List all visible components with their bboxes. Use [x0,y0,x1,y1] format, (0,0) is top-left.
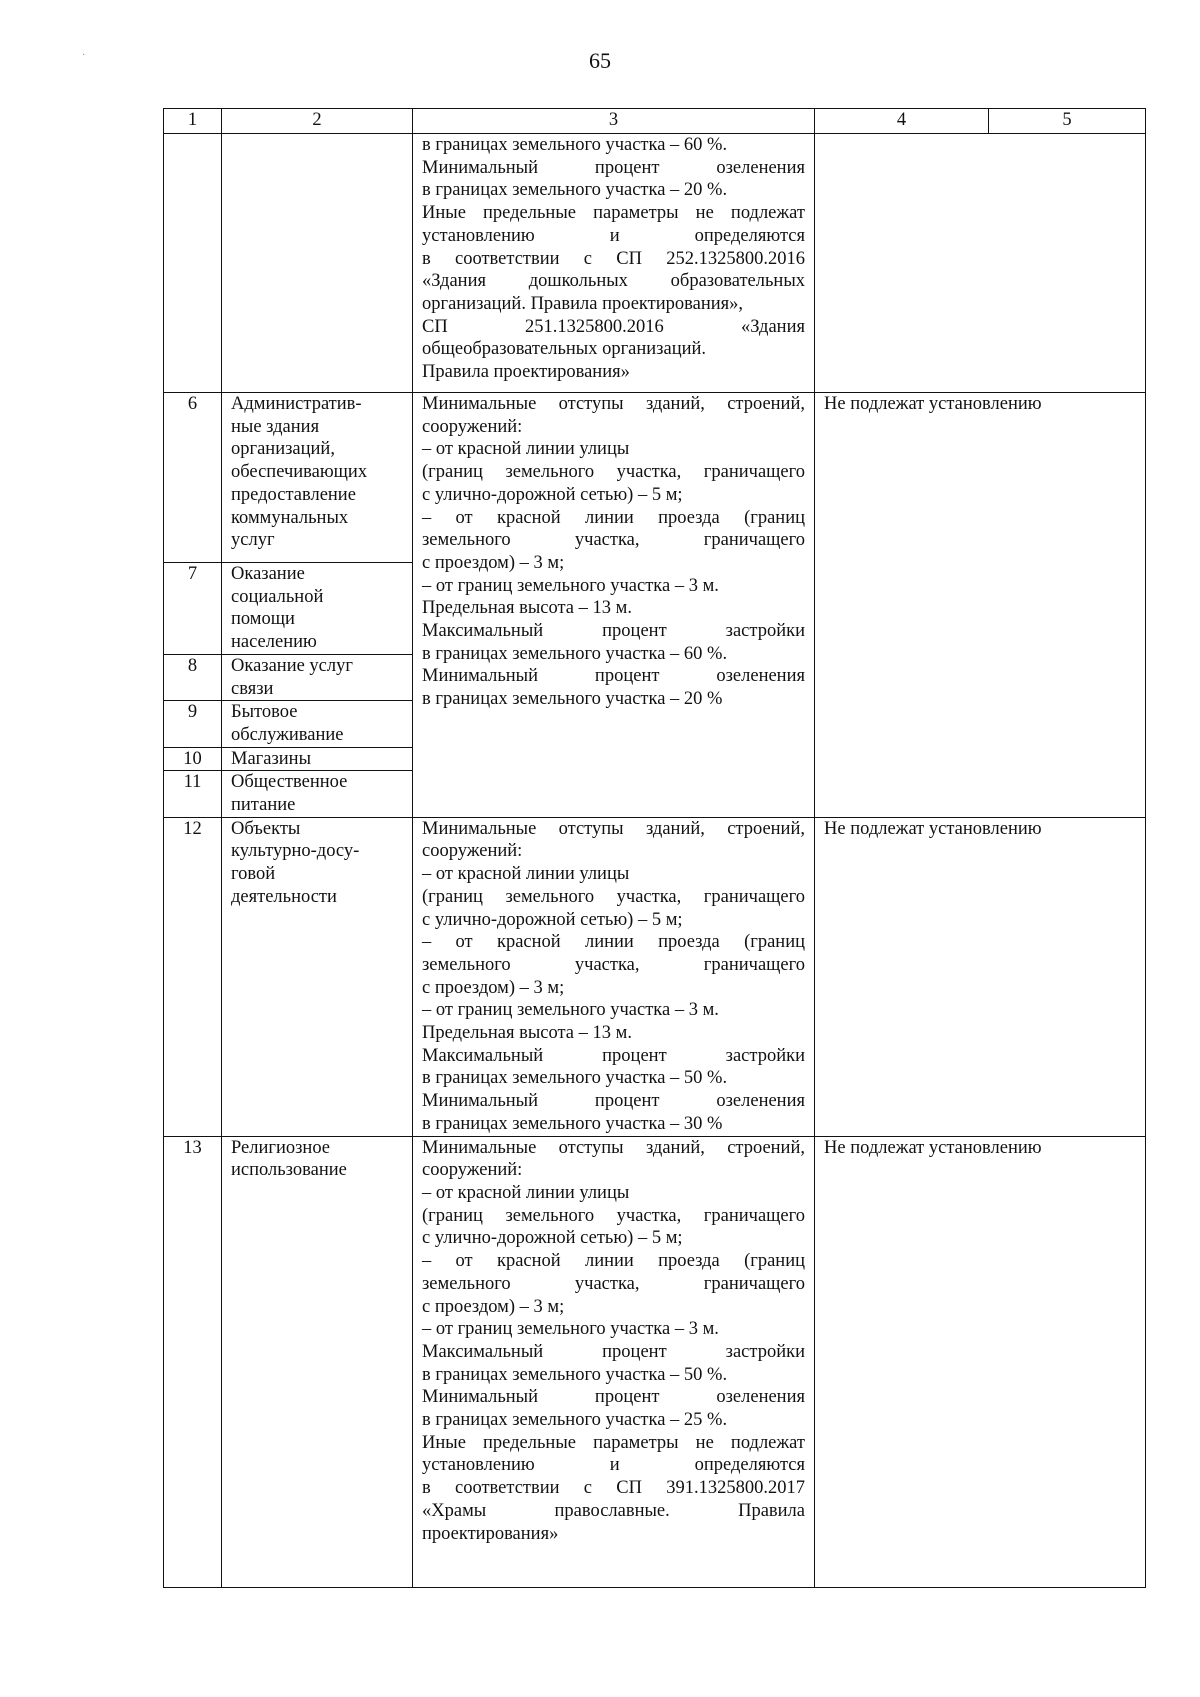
column-number-4: 4 [815,109,989,134]
table-row-6 [164,393,1146,563]
use-name-cell [222,393,413,563]
parameter-line: с проездом) – 3 м; [422,977,565,998]
parameter-line: «Храмы православные. Правила [422,1500,805,1521]
use-name-cell [222,563,413,655]
row-number-cell: 6 [164,393,222,563]
parameters-cell [413,134,815,393]
name-line: помощи [231,609,295,630]
name-line: использование [231,1160,347,1181]
name-line: социальной [231,586,324,607]
use-name-cell [222,771,413,817]
row-number-cell: 11 [164,771,222,817]
name-line: деятельности [231,886,337,907]
parameter-line: земельного участка, граничащего [422,530,805,551]
parameter-line: (границ земельного участка, граничащего [422,886,805,907]
parameter-line: Предельная высота – 13 м. [422,598,632,619]
name-line: Бытовое [231,702,298,723]
parameter-line: сооружений: [422,416,523,437]
parameter-line: в соответствии с СП 252.1325800.2016 [422,248,805,269]
parameter-line: сооружений: [422,1160,523,1181]
parameter-line: Минимальный процент озеленения [422,666,805,687]
name-line: Объекты [231,818,301,839]
parameter-line: с проездом) – 3 м; [422,552,565,573]
parameter-line: в границах земельного участка – 20 % [422,689,723,710]
parameters-cell [413,817,815,1136]
parameter-line: с улично-дорожной сетью) – 5 м; [422,909,683,930]
parameter-line: в границах земельного участка – 30 % [422,1113,723,1134]
parameter-line: – от границ земельного участка – 3 м. [422,1000,719,1021]
parameter-line: – от границ земельного участка – 3 м. [422,575,719,596]
row-number-cell: 10 [164,747,222,771]
parameter-line: «Здания дошкольных образовательных [422,271,805,292]
use-name-cell [222,654,413,700]
name-line: говой [231,864,276,885]
use-name-cell [222,747,413,771]
column-number-5: 5 [989,109,1146,134]
name-line: Религиозное [231,1137,331,1158]
parameter-line: Иные предельные параметры не подлежат [422,1432,805,1453]
parameter-line: в границах земельного участка – 50 %. [422,1364,728,1385]
parameter-line: в границах земельного участка – 20 %. [422,180,728,201]
table-row-continuation [164,134,1146,393]
column-number-2: 2 [222,109,413,134]
name-line: обслуживание [231,724,344,745]
name-line: связи [231,678,274,699]
parameter-line: в границах земельного участка – 60 %. [422,643,728,664]
table-header-row [164,109,1146,134]
parameters-cell [413,1136,815,1587]
page-number: 65 [589,48,611,73]
parameter-line: – от красной линии проезда (границ [422,507,805,528]
parameter-line: Минимальный процент озеленения [422,1091,805,1112]
parameter-line: (границ земельного участка, граничащего [422,1205,805,1226]
use-name-cell [222,817,413,1136]
name-line: населению [231,632,317,653]
parameter-line: Максимальный процент застройки [422,1341,805,1362]
name-line: Общественное [231,772,348,793]
row-number-cell: 12 [164,817,222,1136]
parameter-line: проектирования» [422,1523,559,1544]
note-cell: Не подлежат установлению [815,393,1146,818]
use-name-cell [222,1136,413,1587]
column-number-3: 3 [413,109,815,134]
table-row-13 [164,1136,1146,1587]
parameter-line: Максимальный процент застройки [422,1045,805,1066]
parameter-line: – от красной линии улицы [422,1182,630,1203]
parameter-line: организаций. Правила проектирования», [422,293,744,314]
zoning-parameters-table [163,108,1146,1588]
use-name-cell [222,701,413,747]
name-line: Оказание [231,564,305,584]
parameter-line: с улично-дорожной сетью) – 5 м; [422,484,683,505]
row-number-cell: 9 [164,701,222,747]
parameter-line: Минимальный процент озеленения [422,157,805,178]
parameter-line: СП 251.1325800.2016 «Здания [422,316,805,337]
name-line: культурно-досу- [231,841,360,862]
parameter-line: (границ земельного участка, граничащего [422,462,805,483]
name-line: Оказание услуг [231,655,353,676]
parameter-line: с улично-дорожной сетью) – 5 м; [422,1228,683,1249]
name-line: коммунальных [231,507,349,528]
parameter-line: общеобразовательных организаций. [422,339,707,360]
parameter-line: в границах земельного участка – 25 %. [422,1410,728,1431]
parameter-line: Минимальный процент озеленения [422,1387,805,1408]
parameter-line: – от границ земельного участка – 3 м. [422,1319,719,1340]
column-number-1: 1 [164,109,222,134]
name-line: питание [231,795,296,816]
parameter-line: в границах земельного участка – 50 %. [422,1068,728,1089]
name-line: Административ- [231,394,362,414]
parameter-line: Иные предельные параметры не подлежат [422,203,805,224]
parameter-line: – от красной линии проезда (границ [422,932,805,953]
name-line: Магазины [231,748,311,769]
scan-speck: · [82,50,86,61]
parameter-line: – от красной линии улицы [422,864,630,885]
parameter-line: Минимальные отступы зданий, строений, [422,394,805,414]
note-cell: Не подлежат установлению [815,817,1146,1136]
row-number-cell: 7 [164,563,222,655]
parameter-line: – от красной линии проезда (границ [422,1251,805,1272]
parameter-line: Правила проектирования» [422,362,630,383]
parameter-line: в соответствии с СП 391.1325800.2017 [422,1478,805,1499]
parameter-line: с проездом) – 3 м; [422,1296,565,1317]
row-number-cell [164,134,222,393]
parameter-line: земельного участка, граничащего [422,1273,805,1294]
parameter-line: земельного участка, граничащего [422,954,805,975]
name-line: ные здания [231,416,320,437]
name-line: услуг [231,530,275,551]
parameter-line: сооружений: [422,841,523,862]
use-name-cell [222,134,413,393]
parameter-line: в границах земельного участка – 60 %. [422,135,728,155]
note-cell: Не подлежат установлению [815,1136,1146,1587]
note-cell [815,134,1146,393]
parameter-line: Предельная высота – 13 м. [422,1023,632,1044]
parameters-cell [413,393,815,818]
parameter-line: установлению и определяются [422,225,805,246]
parameter-line: установлению и определяются [422,1455,805,1476]
name-line: организаций, [231,439,335,460]
name-line: предоставление [231,484,356,505]
parameter-line: – от красной линии улицы [422,439,630,460]
parameter-line: Максимальный процент застройки [422,621,805,642]
table-row-12 [164,817,1146,1136]
parameter-line: Минимальные отступы зданий, строений, [422,1137,805,1158]
parameter-line: Минимальные отступы зданий, строений, [422,818,805,839]
row-number-cell: 13 [164,1136,222,1587]
row-number-cell: 8 [164,654,222,700]
name-line: обеспечивающих [231,462,368,483]
